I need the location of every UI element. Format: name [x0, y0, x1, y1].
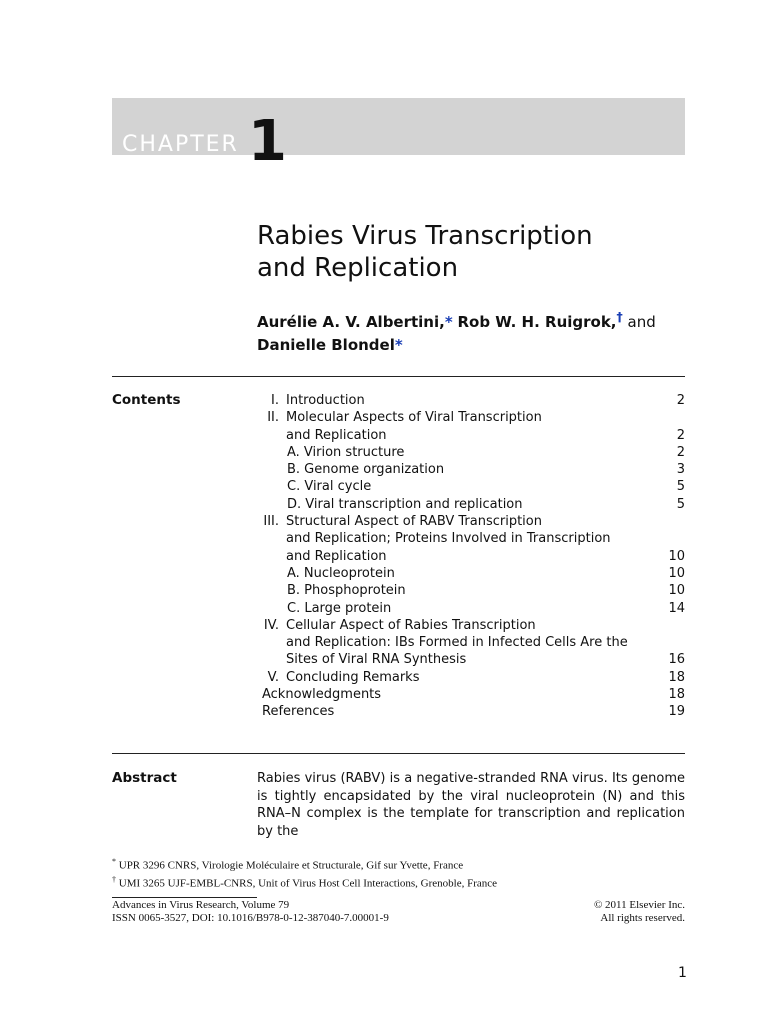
- copyright: © 2011 Elsevier Inc.: [593, 899, 685, 911]
- toc-entry[interactable]: [257, 530, 685, 547]
- toc-entry-page: 2: [676, 444, 685, 460]
- affiliation-mark[interactable]: *: [444, 313, 453, 331]
- footnote-2: † UMI 3265 UJF-EMBL-CNRS, Unit of Virus Host Cell Interactions, Grenoble, France: [112, 874, 498, 890]
- footnotes: [112, 855, 685, 890]
- toc-entry-title: C. Viral cycle: [287, 479, 372, 495]
- toc-entry-page: 10: [668, 583, 685, 599]
- toc-entry-title: A. Virion structure: [287, 444, 405, 460]
- chapter-number: 1: [248, 109, 287, 174]
- toc-entry[interactable]: [257, 392, 685, 409]
- author-3: Danielle Blondel: [257, 336, 395, 354]
- toc-entry-number: II.: [267, 410, 279, 426]
- author-1: Aurélie A. V. Albertini,: [257, 313, 445, 331]
- toc-entry[interactable]: [257, 600, 685, 617]
- author-2: Rob W. H. Ruigrok,: [457, 313, 617, 331]
- toc-entry-title: D. Viral transcription and replication: [287, 496, 523, 512]
- rights: All rights reserved.: [600, 912, 685, 924]
- toc-entry-page: 2: [676, 427, 685, 443]
- toc-entry-page: 10: [668, 548, 685, 564]
- footnote-divider: [112, 897, 257, 898]
- toc-entry[interactable]: [257, 496, 685, 513]
- abstract-divider: [112, 753, 685, 754]
- publication-info: [112, 899, 685, 925]
- toc-entry-page: 14: [668, 600, 685, 616]
- toc-entry-title: and Replication; Proteins Involved in Transcription: [286, 531, 611, 547]
- toc-entry-title: Structural Aspect of RABV Transcription: [286, 514, 542, 530]
- toc-entry-title: References: [262, 704, 335, 720]
- title-line-2: and Replication: [257, 253, 459, 283]
- toc-entry[interactable]: [257, 582, 685, 599]
- toc-entry-title: B. Genome organization: [287, 462, 445, 478]
- author-list: [257, 305, 687, 357]
- contents-label: Contents: [112, 392, 181, 408]
- table-of-contents: [257, 392, 685, 721]
- affiliation-mark[interactable]: *: [394, 336, 403, 354]
- toc-entry-title: C. Large protein: [287, 600, 392, 616]
- toc-entry-title: and Replication: IBs Formed in Infected Cells Are the: [286, 635, 628, 651]
- chapter-label: CHAPTER: [122, 132, 239, 157]
- toc-entry[interactable]: [257, 634, 685, 651]
- footnote-1: * UPR 3296 CNRS, Virologie Moléculaire et Structurale, Gif sur Yvette, France: [112, 857, 464, 872]
- toc-entry-title: Cellular Aspect of Rabies Transcription: [286, 617, 536, 633]
- toc-entry-number: III.: [263, 514, 279, 530]
- toc-entry[interactable]: [257, 513, 685, 530]
- toc-entry[interactable]: [257, 427, 685, 444]
- toc-entry[interactable]: [257, 617, 685, 634]
- toc-entry-title: Introduction: [286, 393, 365, 408]
- toc-entry-title: Sites of Viral RNA Synthesis: [286, 652, 467, 668]
- toc-entry[interactable]: [257, 409, 685, 426]
- contents-divider: [112, 376, 685, 377]
- toc-entry-page: 18: [668, 669, 685, 685]
- toc-entry-page: 10: [668, 565, 685, 581]
- toc-entry-title: and Replication: [286, 427, 387, 443]
- toc-entry-number: I.: [271, 393, 279, 408]
- page-number: 1: [678, 965, 687, 981]
- toc-entry-title: B. Phosphoprotein: [287, 583, 406, 599]
- abstract-label: Abstract: [112, 770, 177, 786]
- toc-entry[interactable]: [257, 669, 685, 686]
- toc-entry[interactable]: [257, 703, 685, 720]
- toc-entry-number: V.: [267, 669, 279, 685]
- toc-entry[interactable]: [257, 651, 685, 668]
- toc-entry-title: Molecular Aspects of Viral Transcription: [286, 410, 542, 426]
- toc-entry-page: 19: [668, 704, 685, 720]
- toc-entry[interactable]: [257, 686, 685, 703]
- journal-line: Advances in Virus Research, Volume 79 © 2011 Elsevier Inc.: [112, 899, 685, 911]
- toc-entry-page: 5: [676, 479, 685, 495]
- issn-line: ISSN 0065-3527, DOI: 10.1016/B978-0-12-387040-7.00001-9 All rights reserved.: [112, 912, 685, 924]
- toc-entry-title: Acknowledgments: [262, 687, 382, 703]
- toc-entry[interactable]: [257, 565, 685, 582]
- toc-entry[interactable]: [257, 461, 685, 478]
- toc-entry[interactable]: [257, 444, 685, 461]
- toc-entry[interactable]: [257, 478, 685, 495]
- abstract-text: Rabies virus (RABV) is a negative-stranded RNA virus. Its genome is tightly encapsidated by the viral nucleoprotein (N) and this RNA–N complex is the template for transcription and replication by the: [257, 771, 685, 839]
- toc-entry-page: 2: [676, 393, 685, 408]
- chapter-title: [257, 220, 677, 284]
- author-conjunction: and: [627, 313, 656, 331]
- toc-entry-page: 5: [676, 496, 685, 512]
- toc-entry-title: and Replication: [286, 548, 387, 564]
- toc-entry[interactable]: [257, 548, 685, 565]
- toc-entry-page: 18: [668, 687, 685, 703]
- affiliation-mark[interactable]: †: [616, 309, 623, 324]
- toc-entry-number: IV.: [263, 617, 279, 633]
- toc-entry-title: Concluding Remarks: [286, 669, 420, 685]
- toc-entry-title: A. Nucleoprotein: [287, 565, 395, 581]
- title-line-1: Rabies Virus Transcription: [257, 221, 593, 251]
- toc-entry-page: 3: [676, 462, 685, 478]
- toc-entry-page: 16: [668, 652, 685, 668]
